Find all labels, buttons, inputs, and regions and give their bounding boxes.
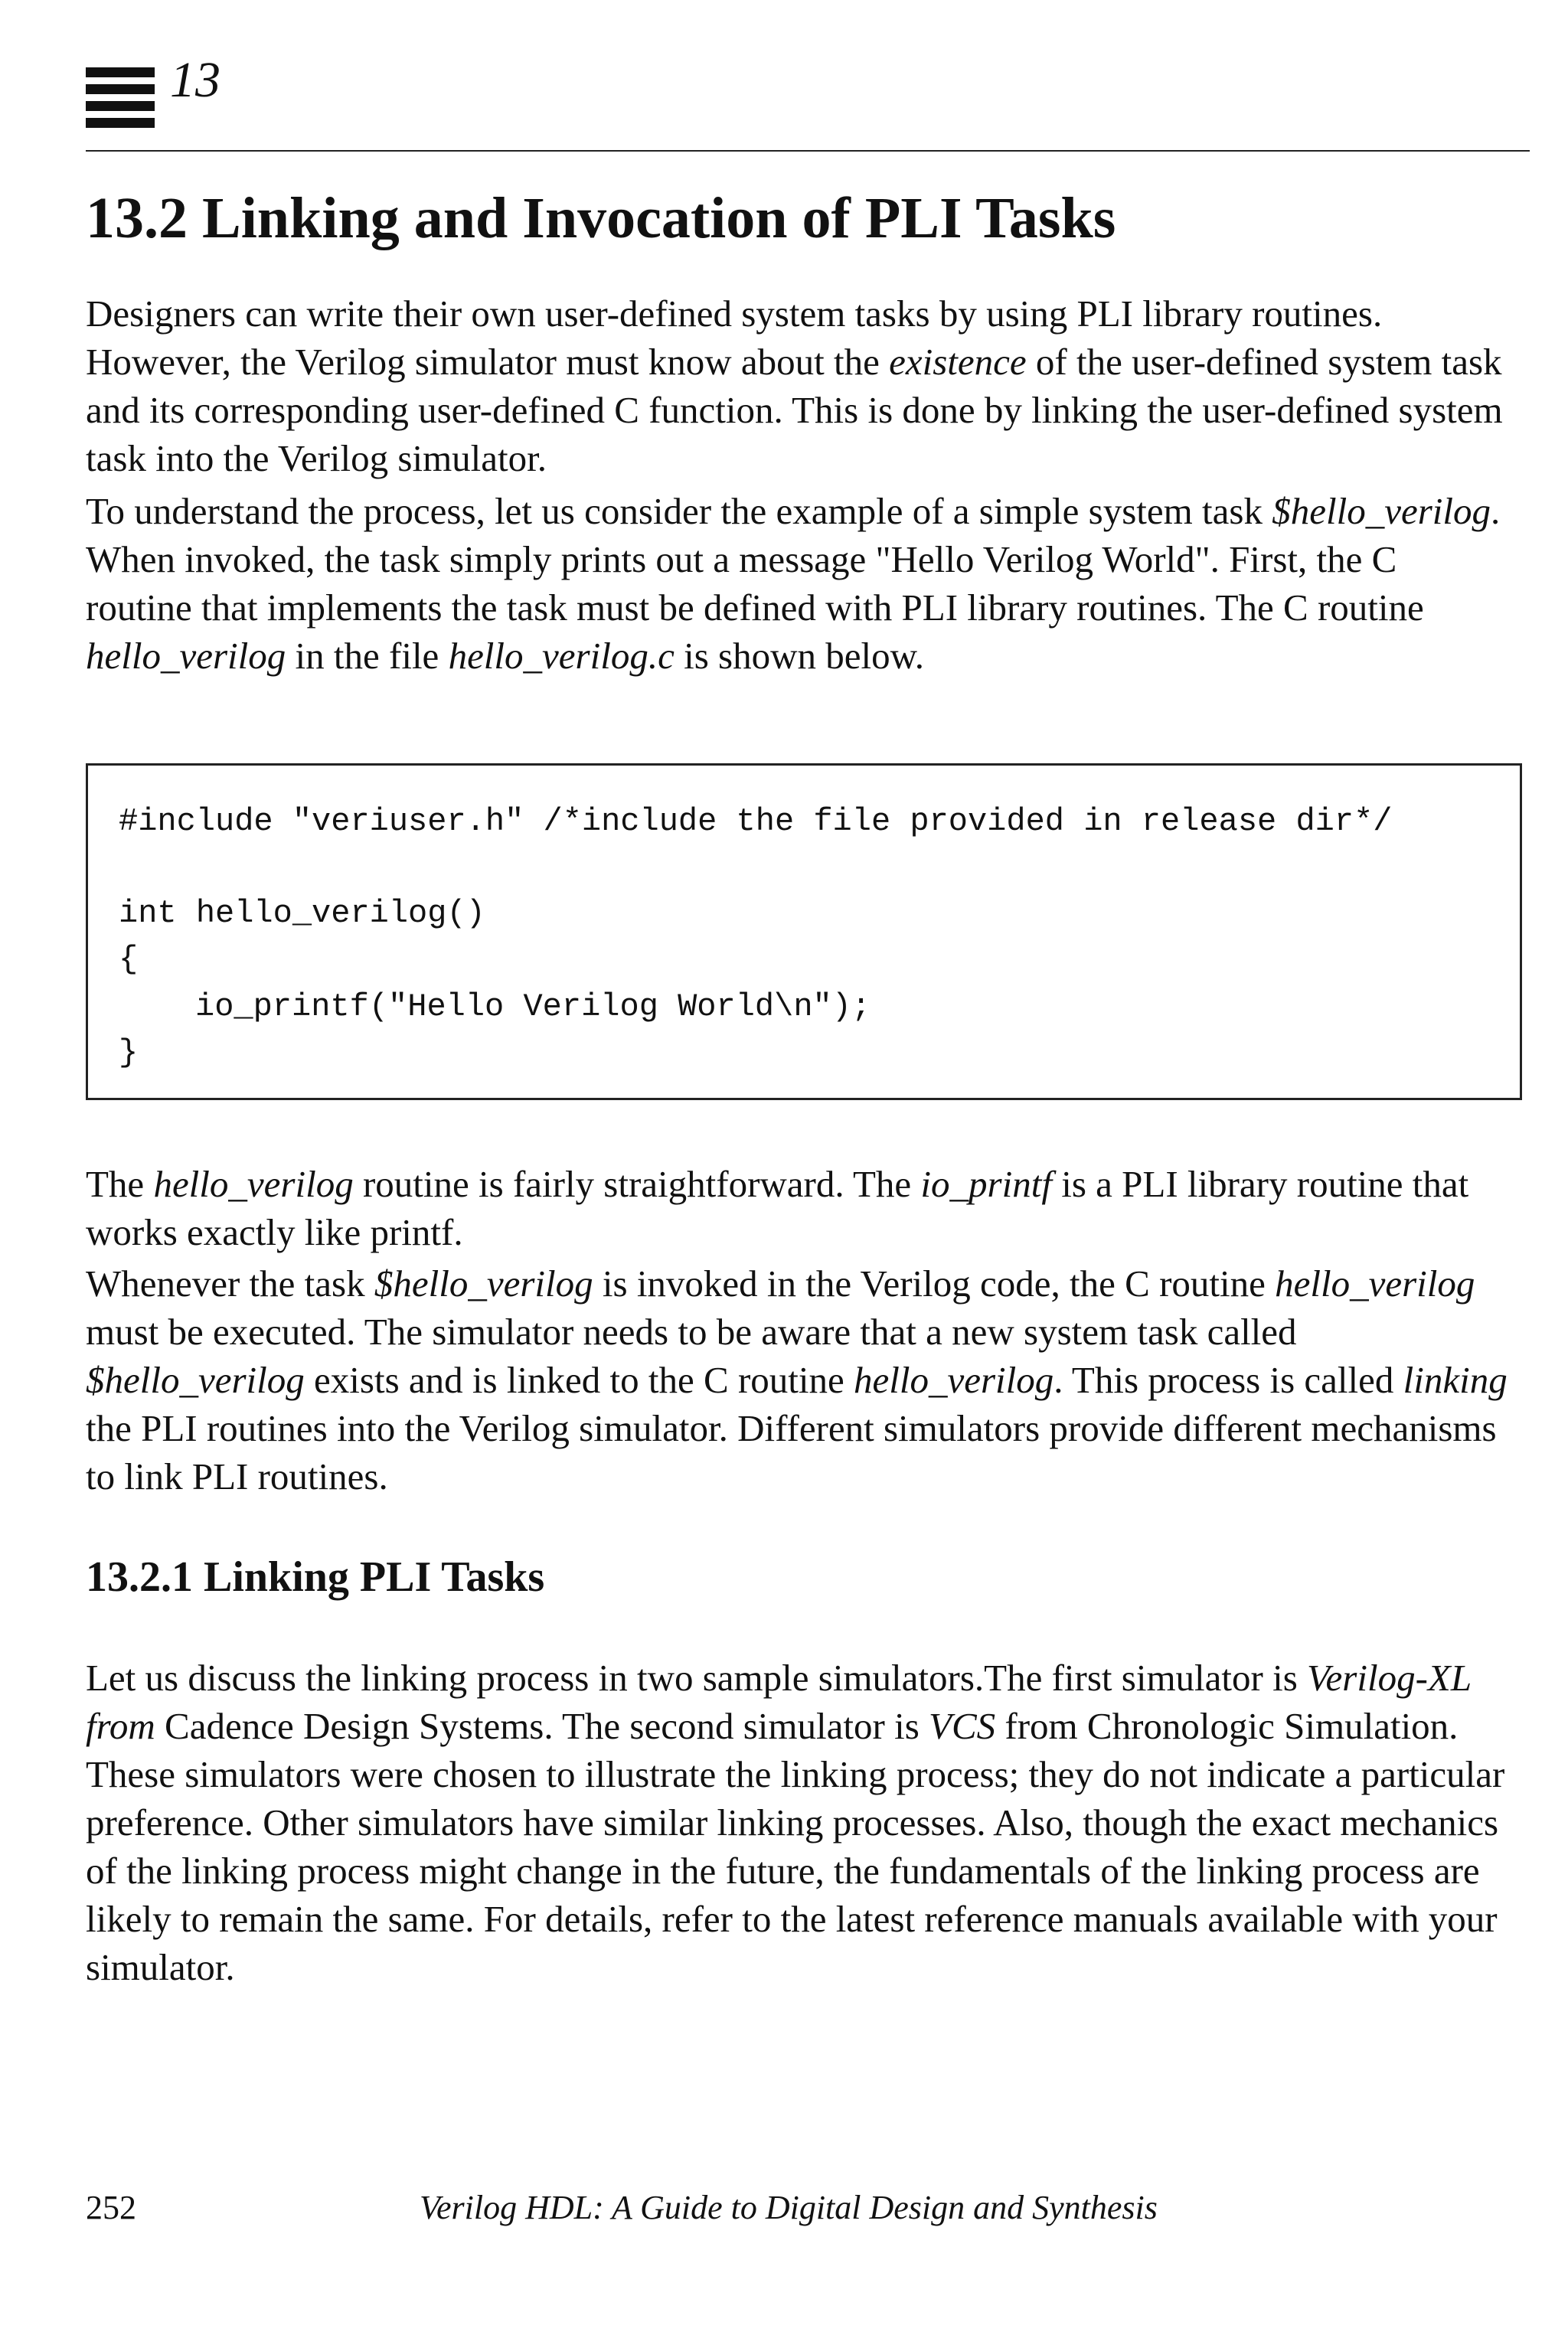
chapter-bars-icon: [86, 67, 155, 135]
code-line-printf: io_printf("Hello Verilog World\n");: [195, 988, 871, 1025]
subsection-title: 13.2.1 Linking PLI Tasks: [86, 1553, 545, 1601]
code-line-close-brace: }: [119, 1034, 139, 1071]
paragraph-2: To understand the process, let us consider the example of a simple system task $hello_verilog. When invoked, the task simply prints out a message "Hello Verilog World". First, the C routine that implements the task must be defined with PLI library routines. The C routine hello_verilog in the file hello_verilog.c is shown below.: [86, 490, 1501, 677]
code-listing: [86, 763, 1522, 1100]
code-line-open-brace: {: [119, 941, 139, 978]
paragraph-3: The hello_verilog routine is fairly straightforward. The io_printf is a PLI library routine that works exactly like printf.: [86, 1163, 1469, 1253]
paragraph-5: Let us discuss the linking process in two sample simulators.The first simulator is Verilog-XL from Cadence Design Systems. The second simulator is VCS from Chronologic Simulation. These simulators were chosen to illustrate the linking process; they do not indicate a particular preference. Other simulators have similar linking processes. Also, though the exact mechanics of the linking process might change in the future, the fundamentals of the linking process are likely to remain the same. For details, refer to the latest reference manuals available with your simulator.: [86, 1657, 1505, 1988]
code-line-include: #include "veriuser.h" /*include the file provided in release dir*/: [119, 803, 1393, 840]
paragraph-1: Designers can write their own user-defined system tasks by using PLI library routines. However, the Verilog simulator must know about the existence of the user-defined system task and its corresponding user-defined C function. This is done by linking the user-defined system task into the Verilog simulator.: [86, 292, 1503, 479]
chapter-number: 13: [170, 52, 220, 108]
running-footer-title: Verilog HDL: A Guide to Digital Design and Synthesis: [420, 2189, 1158, 2226]
section-title: 13.2 Linking and Invocation of PLI Tasks: [86, 186, 1116, 250]
code-line-function: int hello_verilog(): [119, 895, 485, 932]
header-rule: [86, 150, 1530, 152]
page-number: 252: [86, 2189, 136, 2226]
paragraph-4: Whenever the task $hello_verilog is invoked in the Verilog code, the C routine hello_verilog must be executed. The simulator needs to be aware that a new system task called $hello_verilog exists and is linked to the C routine hello_verilog. This process is called linking the PLI routines into the Verilog simulator. Different simulators provide different mechanisms to link PLI routines.: [86, 1262, 1508, 1497]
